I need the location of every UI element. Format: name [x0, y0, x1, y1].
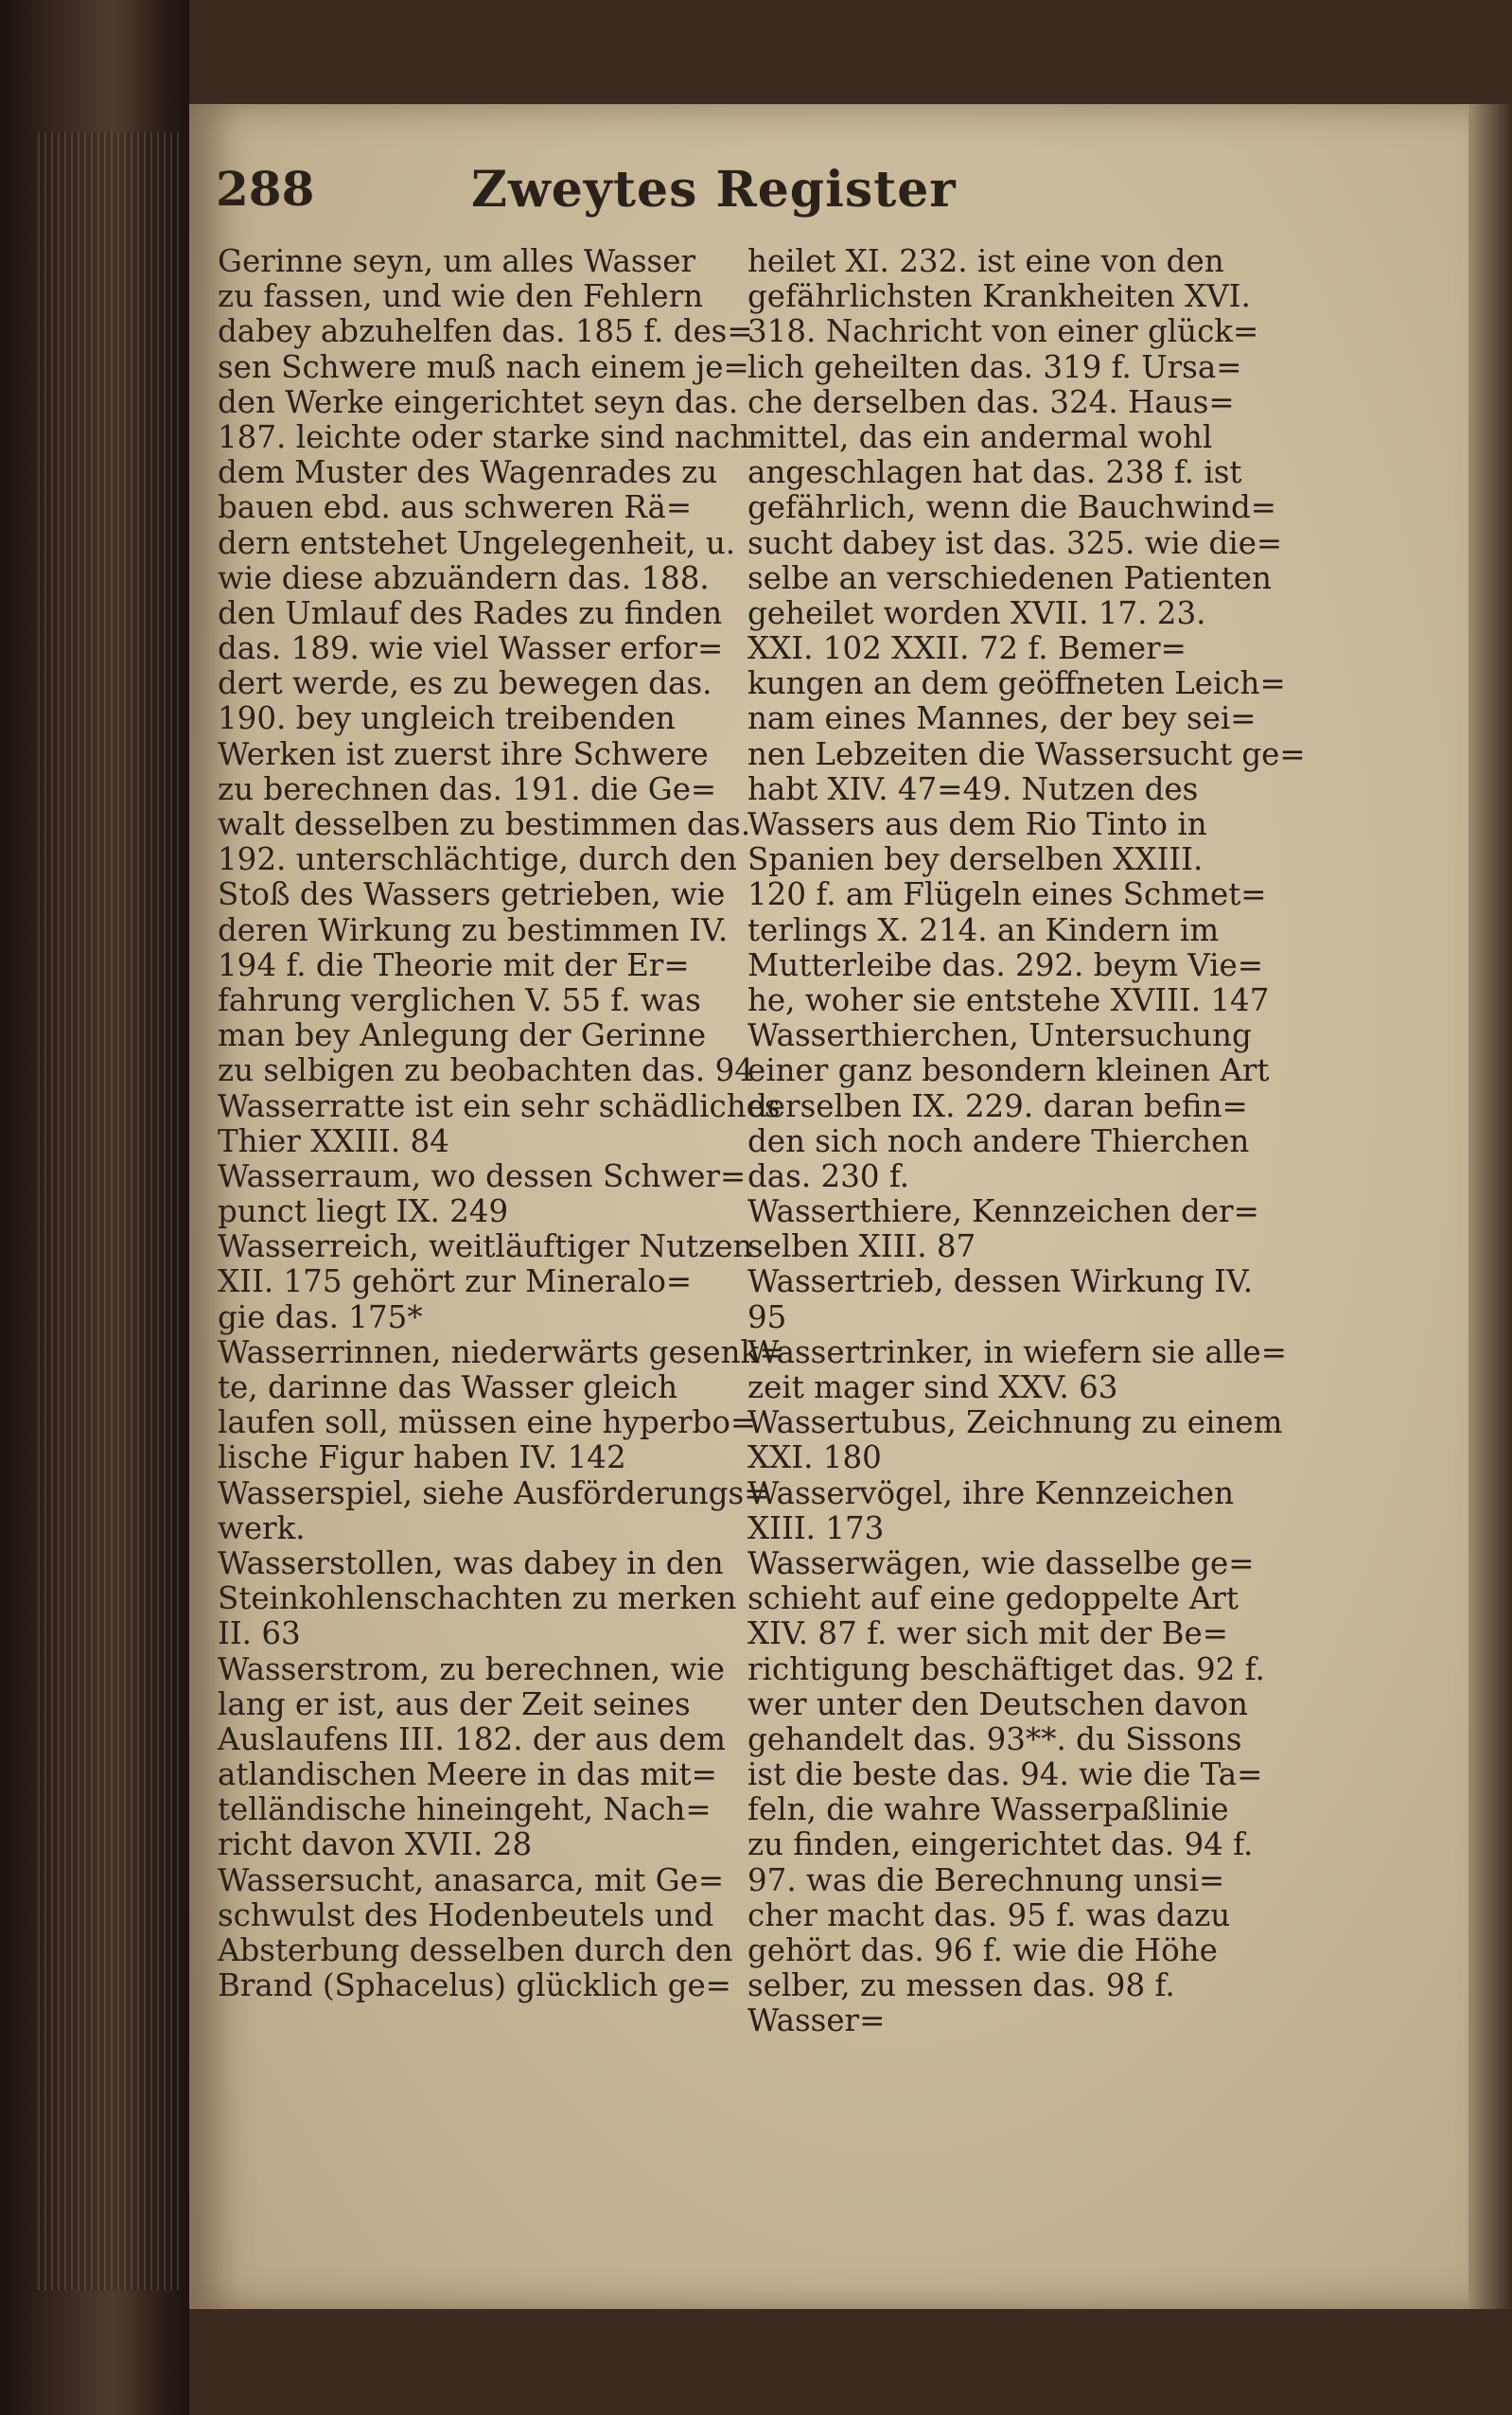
text-line: zu finden, eingerichtet das. 94 f.	[747, 1826, 1254, 1863]
text-line: 120 f. am Flügeln eines Schmet=	[747, 876, 1267, 913]
page-number: 288	[216, 161, 315, 217]
text-line: atlandischen Meere in das mit=	[218, 1756, 717, 1793]
running-title: Zweytes Register	[471, 161, 957, 219]
text-line: punct liegt IX. 249	[218, 1193, 509, 1230]
text-line: dabey abzuhelfen das. 185 f. des=	[218, 313, 753, 350]
text-line: dert werde, es zu bewegen das.	[218, 665, 712, 702]
text-line: 95	[747, 1298, 787, 1335]
text-line: gehandelt das. 93**. du Sissons	[747, 1720, 1242, 1757]
text-line: 190. bey ungleich treibenden	[218, 700, 676, 737]
text-line: lich geheilten das. 319 f. Ursa=	[747, 348, 1242, 385]
text-line: che derselben das. 324. Haus=	[747, 383, 1235, 420]
text-line: XII. 175 gehört zur Mineralo=	[218, 1263, 693, 1300]
text-line: dern entstehet Ungelegenheit, u.	[218, 524, 736, 561]
text-line: zu fassen, und wie den Fehlern	[218, 278, 704, 315]
text-line: 187. leichte oder starke sind nach	[218, 418, 750, 455]
text-line: II. 63	[218, 1615, 301, 1652]
text-line: gie das. 175*	[218, 1298, 423, 1335]
text-line: Wasservögel, ihre Kennzeichen	[747, 1474, 1235, 1511]
text-line: XXI. 102 XXII. 72 f. Bemer=	[747, 630, 1187, 667]
text-line: werk.	[218, 1509, 306, 1546]
text-line: geheilet worden XVII. 17. 23.	[747, 594, 1206, 631]
text-line: feln, die wahre Wasserpaßlinie	[747, 1791, 1229, 1828]
text-line: Wassertrinker, in wiefern sie alle=	[747, 1333, 1287, 1370]
text-line: Wasserthiere, Kennzeichen der=	[747, 1193, 1259, 1230]
text-line: walt desselben zu bestimmen das.	[218, 806, 751, 842]
text-line: gefährlichsten Krankheiten XVI.	[747, 278, 1251, 315]
text-line: Wassers aus dem Rio Tinto in	[747, 806, 1207, 842]
text-line: Wasserwägen, wie dasselbe ge=	[747, 1544, 1255, 1581]
text-line: den Umlauf des Rades zu finden	[218, 594, 723, 631]
text-line: he, woher sie entstehe XVIII. 147	[747, 981, 1270, 1018]
text-line: te, darinne das Wasser gleich	[218, 1369, 678, 1405]
text-line: wie diese abzuändern das. 188.	[218, 559, 710, 596]
text-line: zeit mager sind XXV. 63	[747, 1369, 1118, 1405]
text-line: telländische hineingeht, Nach=	[218, 1791, 712, 1828]
text-line: das. 230 f.	[747, 1157, 910, 1194]
text-line: 318. Nachricht von einer glück=	[747, 313, 1259, 350]
text-line: lang er ist, aus der Zeit seines	[218, 1685, 691, 1722]
text-line: heilet XI. 232. ist eine von den	[747, 243, 1224, 279]
text-line: Wassertrieb, dessen Wirkung IV.	[747, 1263, 1254, 1300]
text-line: angeschlagen hat das. 238 f. ist	[747, 454, 1242, 491]
text-line: selben XIII. 87	[747, 1228, 976, 1265]
text-line: derselben IX. 229. daran befin=	[747, 1087, 1248, 1124]
text-line: nen Lebzeiten die Wassersucht ge=	[747, 735, 1306, 772]
text-line: richt davon XVII. 28	[218, 1826, 533, 1863]
text-line: laufen soll, müssen eine hyperbo=	[218, 1404, 757, 1441]
text-line: Spanien bey derselben XXIII.	[747, 841, 1204, 878]
text-line: lische Figur haben IV. 142	[218, 1439, 626, 1476]
text-line: deren Wirkung zu bestimmen IV.	[218, 911, 729, 948]
text-line: Wasserstollen, was dabey in den	[218, 1544, 724, 1581]
text-line: Stoß des Wassers getrieben, wie	[218, 876, 726, 913]
text-line: dem Muster des Wagenrades zu	[218, 454, 718, 491]
text-line: XIII. 173	[747, 1509, 885, 1546]
text-line: mittel, das ein andermal wohl	[747, 418, 1213, 455]
text-line: 192. unterschlächtige, durch den	[218, 841, 737, 878]
text-line: Wasserstrom, zu berechnen, wie	[218, 1650, 725, 1687]
text-line: Wasserrinnen, niederwärts gesenk=	[218, 1333, 785, 1370]
right-page-edge	[1468, 104, 1512, 2309]
page-header	[216, 161, 1124, 246]
text-line: den Werke eingerichtet seyn das.	[218, 383, 739, 420]
text-line: man bey Anlegung der Gerinne	[218, 1017, 707, 1054]
text-line: Mutterleibe das. 292. beym Vie=	[747, 946, 1264, 983]
text-line: 194 f. die Theorie mit der Er=	[218, 946, 690, 983]
text-line: schwulst des Hodenbeutels und	[218, 1896, 714, 1933]
text-line: den sich noch andere Thierchen	[747, 1122, 1250, 1159]
text-line: wer unter den Deutschen davon	[747, 1685, 1248, 1722]
text-line: Brand (Sphacelus) glücklich ge=	[218, 1967, 731, 2004]
text-line: Werken ist zuerst ihre Schwere	[218, 735, 709, 772]
text-line: nam eines Mannes, der bey sei=	[747, 700, 1257, 737]
text-line: das. 189. wie viel Wasser erfor=	[218, 630, 724, 667]
text-line: einer ganz besondern kleinen Art	[747, 1052, 1270, 1089]
book-page-edges	[0, 0, 189, 2415]
text-line: kungen an dem geöffneten Leich=	[747, 665, 1286, 702]
text-line: XXI. 180	[747, 1439, 882, 1476]
text-line: Wasserraum, wo dessen Schwer=	[218, 1157, 747, 1194]
text-line: cher macht das. 95 f. was dazu	[747, 1896, 1231, 1933]
text-line: zu selbigen zu beobachten das. 94	[218, 1052, 754, 1089]
text-line: Wassertubus, Zeichnung zu einem	[747, 1404, 1283, 1441]
text-line: Wasser=	[747, 2002, 886, 2039]
text-line: terlings X. 214. an Kindern im	[747, 911, 1220, 948]
text-line: selbe an verschiedenen Patienten	[747, 559, 1272, 596]
text-line: Wasserreich, weitläuftiger Nutzen	[218, 1228, 753, 1265]
text-line: Auslaufens III. 182. der aus dem	[218, 1720, 726, 1757]
text-line: selber, zu messen das. 98 f.	[747, 1967, 1175, 2004]
text-line: sucht dabey ist das. 325. wie die=	[747, 524, 1283, 561]
text-line: sen Schwere muß nach einem je=	[218, 348, 749, 385]
right-text-column	[747, 244, 1438, 2039]
text-line: fahrung verglichen V. 55 f. was	[218, 981, 701, 1018]
text-line: Wasserthierchen, Untersuchung	[747, 1017, 1252, 1054]
text-line: richtigung beschäftiget das. 92 f.	[747, 1650, 1265, 1687]
text-line: schieht auf eine gedoppelte Art	[747, 1580, 1239, 1617]
page-stack-stripes	[38, 132, 180, 2290]
text-line: Gerinne seyn, um alles Wasser	[218, 243, 695, 279]
text-line: Wasserspiel, siehe Ausförderungs=	[218, 1474, 770, 1511]
text-line: Steinkohlenschachten zu merken	[218, 1580, 737, 1617]
text-line: gehört das. 96 f. wie die Höhe	[747, 1932, 1218, 1968]
text-line: Thier XXIII. 84	[218, 1122, 449, 1159]
text-line: 97. was die Berechnung unsi=	[747, 1861, 1225, 1898]
text-line: zu berechnen das. 191. die Ge=	[218, 770, 717, 807]
text-line: Wasserratte ist ein sehr schädliches	[218, 1087, 781, 1124]
text-line: gefährlich, wenn die Bauchwind=	[747, 489, 1277, 526]
text-line: ist die beste das. 94. wie die Ta=	[747, 1756, 1263, 1793]
text-line: XIV. 87 f. wer sich mit der Be=	[747, 1615, 1228, 1652]
text-line: Absterbung desselben durch den	[218, 1932, 733, 1968]
text-line: Wassersucht, anasarca, mit Ge=	[218, 1861, 725, 1898]
text-line: habt XIV. 47=49. Nutzen des	[747, 770, 1199, 807]
text-line: bauen ebd. aus schweren Rä=	[218, 489, 693, 526]
